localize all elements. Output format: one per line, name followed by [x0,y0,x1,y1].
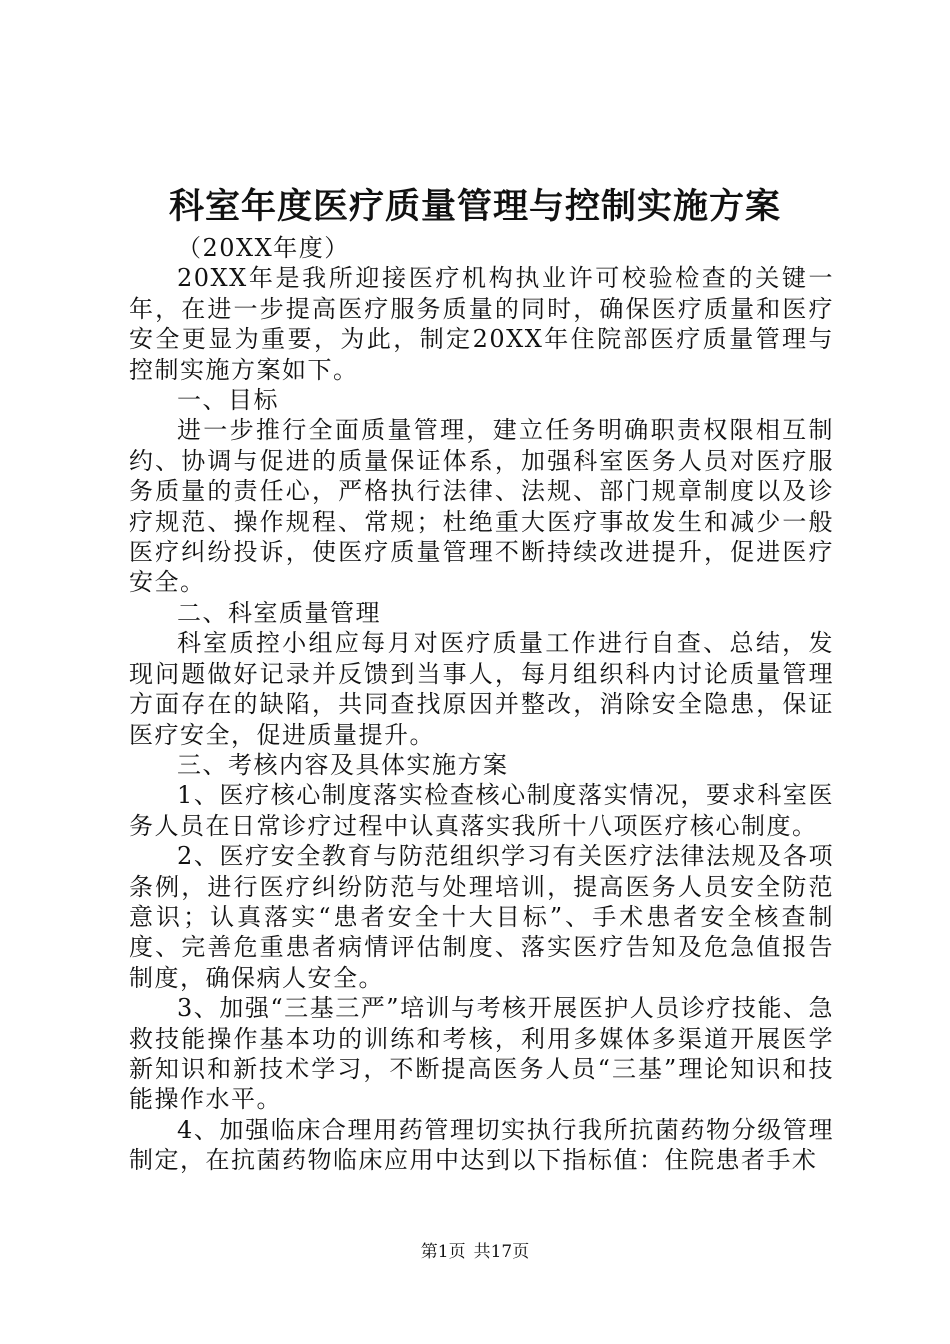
page-number: 第1页 [420,1242,466,1262]
section-heading-quality: 二、科室质量管理 [177,598,381,627]
paragraph-item-2: 2、医疗安全教育与防范组织学习有关医疗法律法规及各项条例，进行医疗纠纷防范与处理培训，提高医务人员安全防范意识；认真落实“患者安全十大目标”、手术患者安全核查制度、完善危重患者病情评估制度、落实医疗告知及危急值报告制度，确保病人安全。 [129,842,834,992]
paragraph-year: （20XX年度） [177,234,350,262]
document-body [129,233,834,1176]
paragraph-item-3: 3、加强“三基三严”培训与考核开展医护人员诊疗技能、急救技能操作基本功的训练和考核，利用多媒体多渠道开展医学新知识和新技术学习，不断提高医务人员“三基”理论知识和技能操作水平。 [129,994,834,1114]
page-footer [0,1240,950,1264]
section-heading-goal: 一、目标 [177,386,279,415]
paragraph-intro: 20XX年是我所迎接医疗机构执业许可校验检查的关键一年，在进一步提高医疗服务质量的同时，确保医疗质量和医疗安全更显为重要，为此，制定20XX年住院部医疗质量管理与控制实施方案如下。 [129,264,834,384]
section-heading-assessment: 三、考核内容及具体实施方案 [177,750,509,779]
document-title: 科室年度医疗质量管理与控制实施方案 [168,186,781,227]
paragraph-goal: 进一步推行全面质量管理，建立任务明确职责权限相互制约、协调与促进的质量保证体系，加强科室医务人员对医疗服务质量的责任心，严格执行法律、法规、部门规章制度以及诊疗规范、操作规程、常规；杜绝重大医疗事故发生和减少一般医疗纠纷投诉，使医疗质量管理不断持续改进提升，促进医疗安全。 [129,416,834,597]
paragraph-quality: 科室质控小组应每月对医疗质量工作进行自查、总结，发现问题做好记录并反馈到当事人，每月组织科内讨论质量管理方面存在的缺陷，共同查找原因并整改，消除安全隐患，保证医疗安全，促进质量提升。 [129,629,834,749]
page-total: 共17页 [473,1242,530,1262]
paragraph-item-1: 1、医疗核心制度落实检查核心制度落实情况，要求科室医务人员在日常诊疗过程中认真落实我所十八项医疗核心制度。 [129,781,834,840]
paragraph-item-4: 4、加强临床合理用药管理切实执行我所抗菌药物分级管理制定，在抗菌药物临床应用中达到以下指标值：住院患者手术 [129,1115,834,1175]
